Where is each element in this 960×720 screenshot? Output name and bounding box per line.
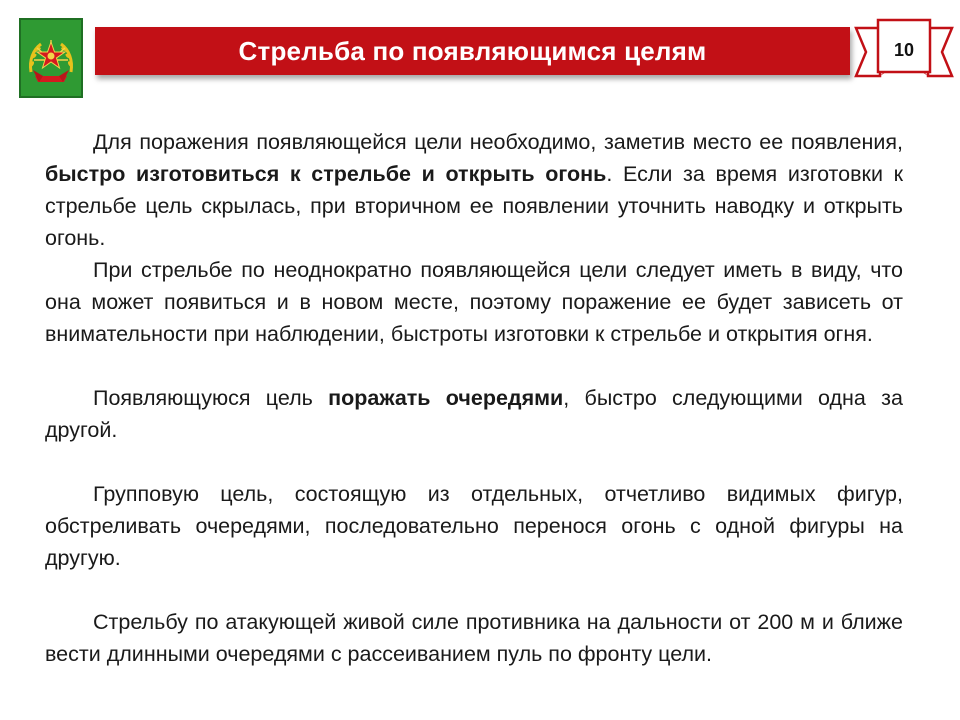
paragraph-5: Стрельбу по атакующей живой силе противника на дальности от 200 м и ближе вести длинными очередями с рассеиванием пуль по фронту цели. <box>45 610 903 666</box>
paragraph-1 <box>45 126 903 254</box>
paragraph-2: При стрельбе по неоднократно появляющейся цели следует иметь в виду, что она может появиться и в новом месте, поэтому поражение ее будет зависеть от внимательности при наблюдении, быстроты изготовки к стрельбе и открытия огня. <box>45 258 903 346</box>
slide-title: Стрельба по появляющимся целям <box>238 35 707 66</box>
title-bar <box>95 27 850 75</box>
page-number-badge <box>852 16 956 86</box>
paragraph-3 <box>45 382 903 446</box>
military-academy-emblem-icon <box>19 18 83 98</box>
paragraph-1-text-end: . Если за время изготовки к стрельбе цель скрылась, при вторичном ее появлении уточнить наводку и открыть огонь. <box>45 162 903 250</box>
paragraph-3-text-end: , быстро следующими одна за другой. <box>45 386 903 442</box>
paragraph-3-emphasis: поражать очередями <box>328 386 564 410</box>
paragraph-1-emphasis: быстро изготовиться к стрельбе и открыть огонь <box>45 162 607 186</box>
page-number: 10 <box>893 39 915 60</box>
paragraph-1-text-start: Для поражения появляющейся цели необходимо, заметив место ее появления, <box>93 130 903 154</box>
emblem-graphic <box>21 20 81 96</box>
body-text <box>45 126 903 670</box>
paragraph-3-text-start: Появляющуюся цель <box>93 386 329 410</box>
paragraph-4: Групповую цель, состоящую из отдельных, отчетливо видимых фигур, обстреливать очередями, последовательно перенося огонь с одной фигуры на другую. <box>45 482 903 570</box>
